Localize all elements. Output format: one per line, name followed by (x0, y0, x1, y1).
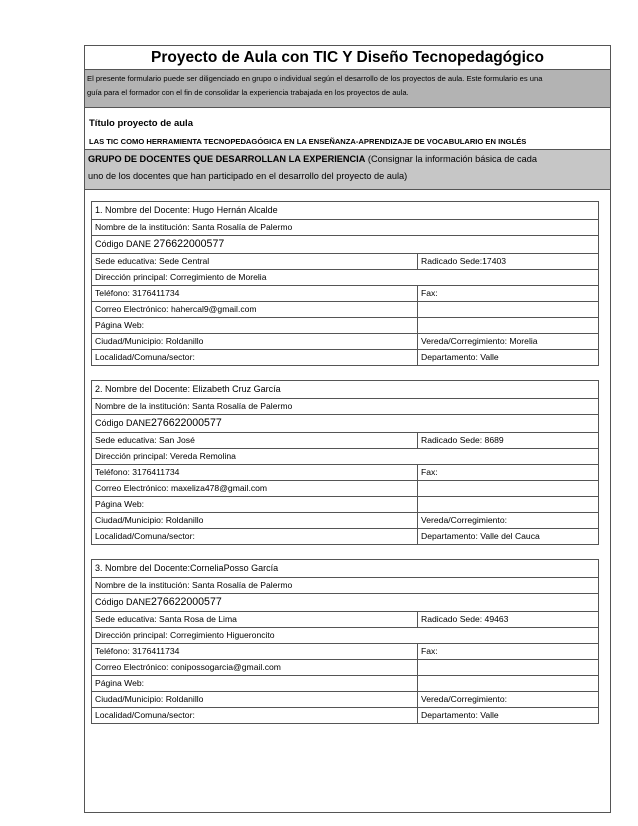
dane-value: 276622000577 (151, 417, 222, 429)
group-note-part-2: uno de los docentes que han participado en el desarrollo del proyecto de aula) (88, 171, 408, 181)
teacher-name: 1. Nombre del Docente: Hugo Hernán Alcalde (92, 202, 599, 220)
radicado-sede: Radicado Sede: 49463 (418, 612, 599, 628)
sede-educativa: Sede educativa: San José (92, 433, 418, 449)
vereda-corregimiento: Vereda/Corregimiento: Morelia (418, 334, 599, 350)
dane-value: 276622000577 (153, 238, 225, 250)
dane-value: 276622000577 (151, 596, 222, 608)
intro-text (85, 70, 610, 108)
direccion-principal: Dirección principal: Corregimiento de Morelia (92, 270, 599, 286)
localidad-comuna: Localidad/Comuna/sector: (92, 529, 418, 545)
vereda-corregimiento: Vereda/Corregimiento: (418, 692, 599, 708)
direccion-principal: Dirección principal: Corregimiento Higueroncito (92, 628, 599, 644)
radicado-sede: Radicado Sede: 8689 (418, 433, 599, 449)
localidad-comuna: Localidad/Comuna/sector: (92, 350, 418, 366)
intro-line-1: El presente formulario puede ser diligenciado en grupo o individual según el desarrollo de los proyectos de aula. Este formulario es una (87, 74, 543, 83)
pagina-web: Página Web: (92, 497, 418, 513)
empty-cell (418, 660, 599, 676)
group-heading: GRUPO DE DOCENTES QUE DESARROLLAN LA EXPERIENCIA (88, 154, 366, 164)
teacher-table-1 (91, 201, 599, 366)
empty-cell (418, 302, 599, 318)
institution-name: Nombre de la institución: Santa Rosalía de Palermo (92, 578, 599, 594)
form-frame (84, 45, 611, 813)
pagina-web: Página Web: (92, 676, 418, 692)
correo-electronico: Correo Electrónico: conipossogarcia@gmail.com (92, 660, 418, 676)
group-note-part-1: (Consignar la información básica de cada (365, 154, 537, 164)
group-heading-line-1 (88, 151, 607, 168)
departamento: Departamento: Valle del Cauca (418, 529, 599, 545)
project-title-value: LAS TIC COMO HERRAMIENTA TECNOPEDAGÓGICA EN LA ENSEÑANZA-APRENDIZAJE DE VOCABULARIO EN INGLÉS (89, 137, 527, 146)
empty-cell (418, 481, 599, 497)
empty-cell (418, 497, 599, 513)
institution-name: Nombre de la institución: Santa Rosalía de Palermo (92, 220, 599, 236)
dane-label: Código DANE (95, 597, 152, 607)
fax: Fax: (418, 286, 599, 302)
group-heading-section (85, 150, 610, 190)
telefono: Teléfono: 3176411734 (92, 286, 418, 302)
departamento: Departamento: Valle (418, 708, 599, 724)
teacher-name: 2. Nombre del Docente: Elizabeth Cruz García (92, 381, 599, 399)
teacher-table-2 (91, 380, 599, 545)
fax: Fax: (418, 465, 599, 481)
localidad-comuna: Localidad/Comuna/sector: (92, 708, 418, 724)
dane-code (92, 594, 599, 612)
ciudad-municipio: Ciudad/Municipio: Roldanillo (92, 692, 418, 708)
direccion-principal: Dirección principal: Vereda Remolina (92, 449, 599, 465)
pagina-web: Página Web: (92, 318, 418, 334)
correo-electronico: Correo Electrónico: maxeliza478@gmail.com (92, 481, 418, 497)
dane-label: Código DANE (95, 239, 154, 249)
institution-name: Nombre de la institución: Santa Rosalía de Palermo (92, 399, 599, 415)
departamento: Departamento: Valle (418, 350, 599, 366)
vereda-corregimiento: Vereda/Corregimiento: (418, 513, 599, 529)
telefono: Teléfono: 3176411734 (92, 644, 418, 660)
sede-educativa: Sede educativa: Santa Rosa de Lima (92, 612, 418, 628)
teacher-table-3 (91, 559, 599, 724)
empty-cell (418, 676, 599, 692)
radicado-sede: Radicado Sede:17403 (418, 254, 599, 270)
project-title-label: Título proyecto de aula (89, 118, 193, 129)
page-title: Proyecto de Aula con TIC Y Diseño Tecnopedagógico (85, 46, 610, 70)
telefono: Teléfono: 3176411734 (92, 465, 418, 481)
sede-educativa: Sede educativa: Sede Central (92, 254, 418, 270)
ciudad-municipio: Ciudad/Municipio: Roldanillo (92, 513, 418, 529)
dane-code (92, 236, 599, 254)
ciudad-municipio: Ciudad/Municipio: Roldanillo (92, 334, 418, 350)
correo-electronico: Correo Electrónico: hahercal9@gmail.com (92, 302, 418, 318)
project-section (85, 108, 610, 150)
intro-line-2: guía para el formador con el fin de consolidar la experiencia trabajada en los proyectos de aula. (87, 88, 409, 97)
empty-cell (418, 318, 599, 334)
dane-label: Código DANE (95, 418, 152, 428)
dane-code (92, 415, 599, 433)
fax: Fax: (418, 644, 599, 660)
teacher-name: 3. Nombre del Docente:CorneliaPosso García (92, 560, 599, 578)
